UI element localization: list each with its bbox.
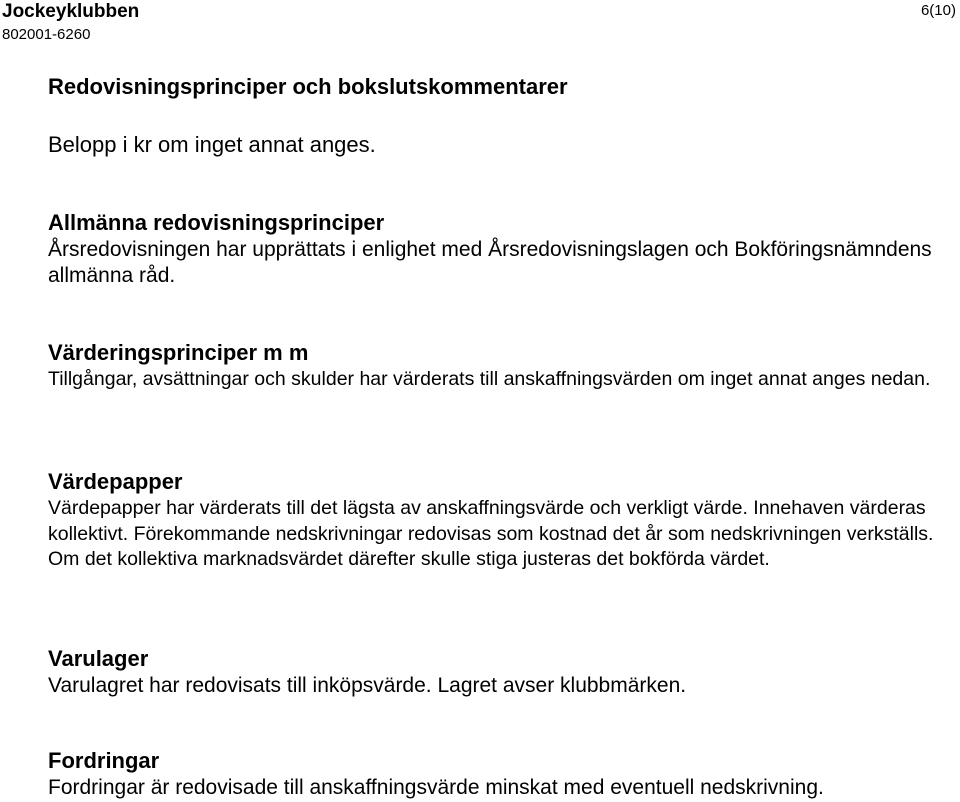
section-text: Fordringar är redovisade till anskaffningsvärde minskat med eventuell nedskrivning. bbox=[48, 776, 824, 799]
section-heading: Allmänna redovisningsprinciper bbox=[48, 210, 385, 235]
section-securities bbox=[48, 467, 953, 573]
section-heading: Värderingsprinciper m m bbox=[48, 340, 309, 365]
section-text: Varulagret har redovisats till inköpsvärde. Lagret avser klubbmärken. bbox=[48, 674, 687, 697]
page-number: 6(10) bbox=[920, 2, 956, 19]
organization-name: Jockeyklubben bbox=[2, 1, 140, 22]
section-text: Årsredovisningen har upprättats i enlighet med Årsredovisningslagen och Bokföringsnämndens allmänna råd. bbox=[48, 238, 932, 287]
section-heading: Varulager bbox=[48, 646, 149, 671]
intro-text: Belopp i kr om inget annat anges. bbox=[48, 132, 376, 157]
section-text: Tillgångar, avsättningar och skulder har värderats till anskaffningsvärden om inget annat anges nedan. bbox=[48, 368, 931, 390]
section-heading: Värdepapper bbox=[48, 469, 183, 494]
section-general-principles bbox=[48, 208, 953, 289]
section-heading: Fordringar bbox=[48, 748, 160, 773]
section-receivables bbox=[48, 746, 953, 801]
document-title: Redovisningsprinciper och bokslutskommentarer bbox=[48, 74, 568, 99]
section-valuation-principles bbox=[48, 338, 953, 393]
section-text: Värdepapper har värderats till det lägsta av anskaffningsvärde och verkligt värde. Innehaven värderas kollektivt. Förekommande nedskrivningar redovisas som kostnad det år som nedskrivningen verkställs. Om det kollektiva marknadsvärdet därefter skulle stiga justeras det bokförda värdet. bbox=[48, 497, 934, 570]
organization-number: 802001-6260 bbox=[2, 26, 91, 43]
section-inventory bbox=[48, 644, 953, 699]
